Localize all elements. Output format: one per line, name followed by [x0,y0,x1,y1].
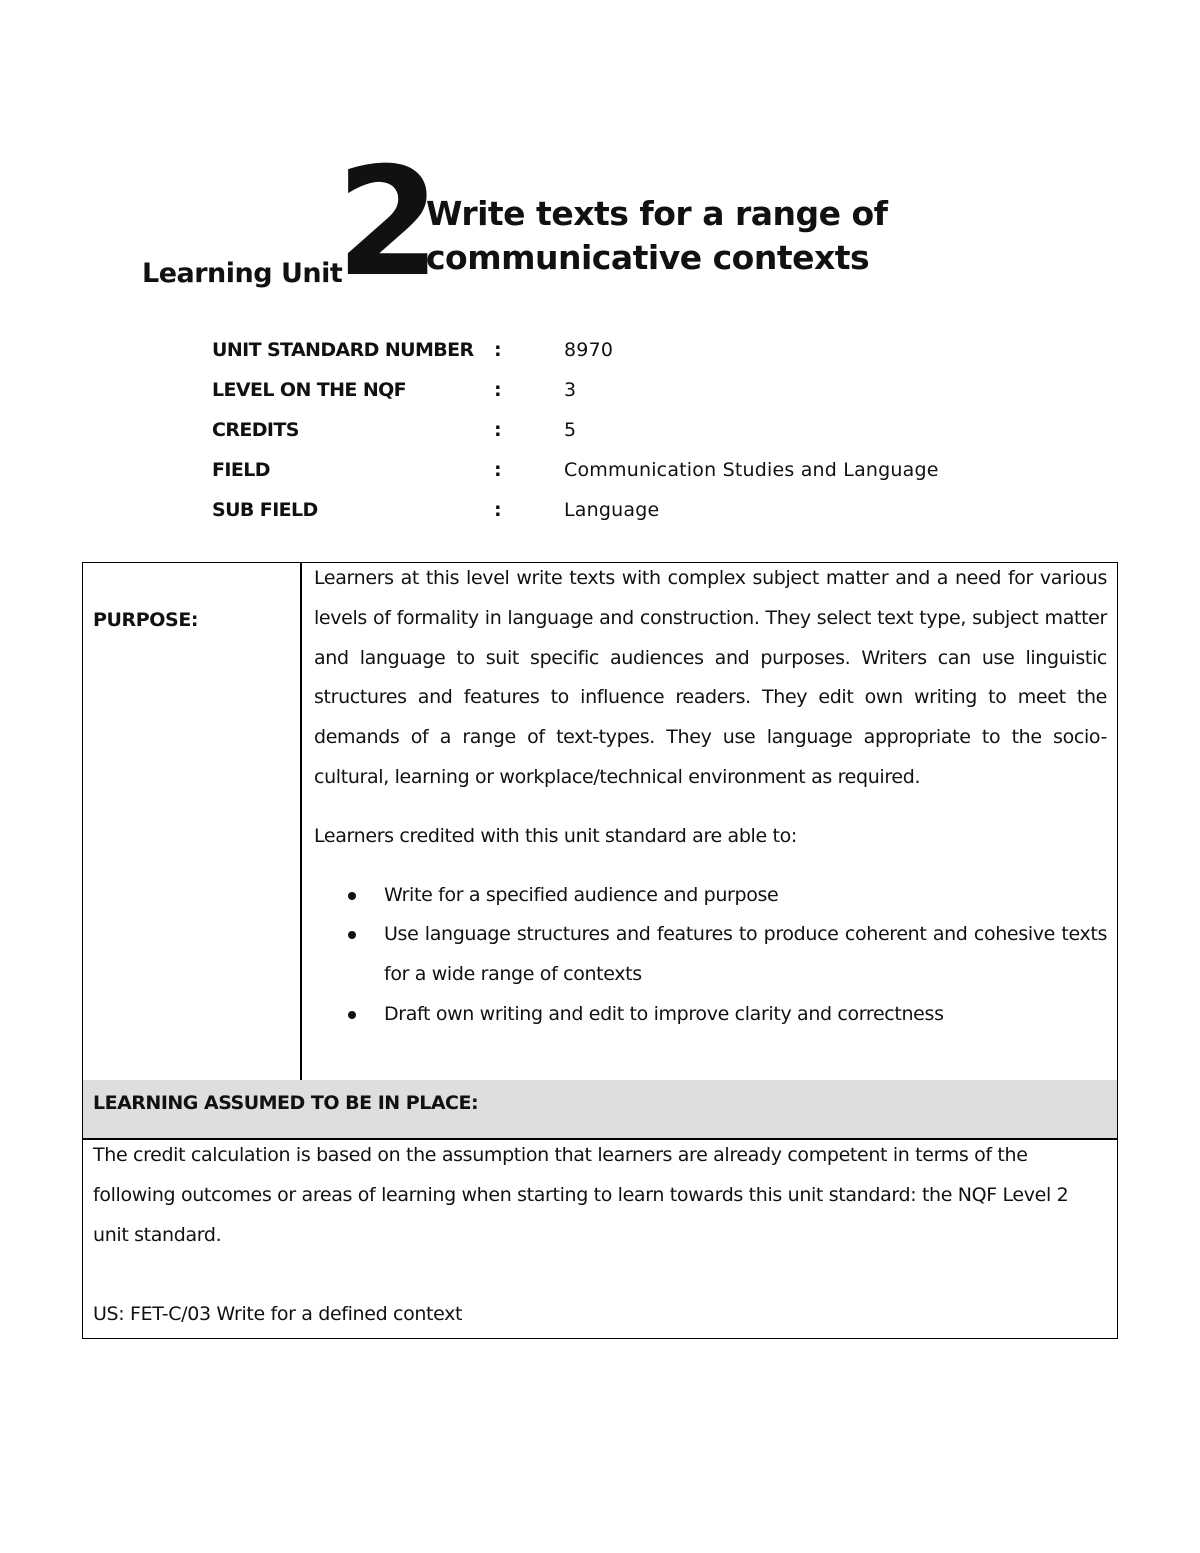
unit-standard-table [82,562,1118,1339]
purpose-label-cell [83,563,302,1080]
meta-value: Communication Studies and Language [564,459,939,481]
meta-value: 3 [564,379,577,401]
meta-label: CREDITS [212,419,299,441]
bullet-icon [348,892,356,900]
bullet-icon [348,1011,356,1019]
purpose-label: PURPOSE: [93,609,199,631]
meta-label: SUB FIELD [212,499,318,521]
meta-label: UNIT STANDARD NUMBER [212,339,474,361]
list-item [314,915,1107,995]
learning-assumed-label: LEARNING ASSUMED TO BE IN PLACE: [93,1092,479,1114]
outcome-text: Write for a specified audience and purpose [384,883,779,906]
list-item [314,995,1107,1035]
learning-assumed-header [83,1080,1117,1140]
learning-assumed-paragraph: The credit calculation is based on the assumption that learners are already competent in terms of the following outcomes or areas of learning when starting to learn towards this unit standard: the NQF Level 2 unit standard. [93,1144,1069,1246]
bullet-icon [348,931,356,939]
meta-separator: : [494,419,502,441]
outcomes-intro: Learners credited with this unit standard are able to: [314,824,797,847]
outcome-text: Draft own writing and edit to improve clarity and correctness [384,1002,944,1025]
meta-label: FIELD [212,459,270,481]
purpose-content [314,559,1107,1035]
meta-separator: : [494,499,502,521]
learning-assumed-content [93,1136,1103,1335]
list-item [314,876,1107,916]
meta-separator: : [494,339,502,361]
meta-separator: : [494,379,502,401]
outcomes-list [314,876,1107,1035]
meta-value: 8970 [564,339,614,361]
purpose-row [83,563,1117,1080]
learning-assumed-reference: US: FET-C/03 Write for a defined context [93,1303,463,1326]
learning-unit-label: Learning Unit [142,258,343,289]
meta-separator: : [494,459,502,481]
meta-value: Language [564,499,660,521]
learning-unit-number: 2 [336,136,435,310]
meta-value: 5 [564,419,577,441]
page-title: Write texts for a range of communicative contexts [426,194,888,277]
purpose-paragraph: Learners at this level write texts with complex subject matter and a need for various levels of formality in language and construction. They select text type, subject matter and language to suit specific audiences and purposes. Writers can use linguistic structures and features to influence readers. They edit own writing to meet the demands of a range of text-types. They use language appropriate to the socio-cultural, learning or workplace/technical environment as required. [314,567,1107,788]
meta-label: LEVEL ON THE NQF [212,379,407,401]
outcome-text: Use language structures and features to produce coherent and cohesive texts for a wide range of contexts [384,923,1107,986]
